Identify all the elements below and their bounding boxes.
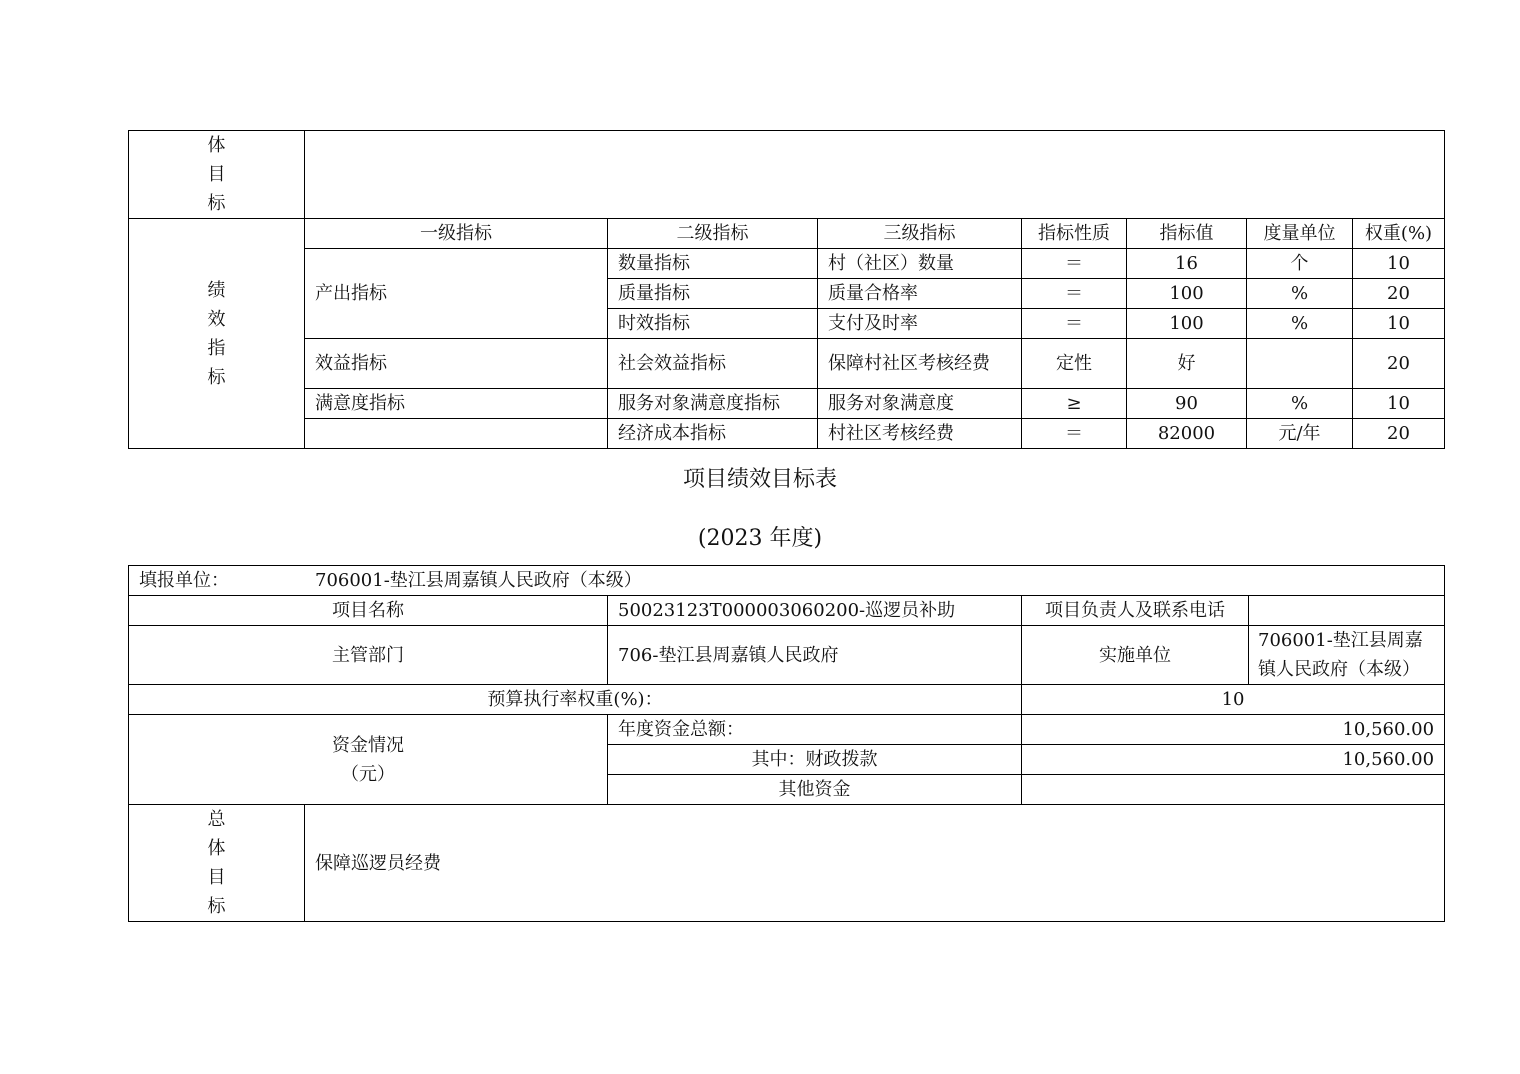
- table-row: 经济成本指标 村社区考核经费 ＝ 82000 元/年 20: [129, 419, 1445, 449]
- filler-unit-value: 706001-垫江县周嘉镇人民政府（本级）: [315, 570, 642, 591]
- budget-rate-label: 预算执行率权重(%)：: [129, 685, 1022, 715]
- impl-label: 实施单位: [1022, 626, 1249, 685]
- header-level1: 一级指标: [305, 219, 608, 249]
- project-name-value: 50023123T000003060200-巡逻员补助: [608, 596, 1022, 626]
- level1-cost: [305, 419, 608, 449]
- fiscal-value: 10,560.00: [1022, 745, 1445, 775]
- overall-goal-text-2: 保障巡逻员经费: [305, 805, 1445, 922]
- filler-unit: [129, 566, 1445, 596]
- dept-label: 主管部门: [129, 626, 608, 685]
- performance-indicator-label: 绩 效 指 标: [129, 219, 305, 449]
- table-row: 质量指标 质量合格率 ＝ 100 % 20: [129, 279, 1445, 309]
- filler-unit-label: 填报单位：: [139, 570, 229, 591]
- header-level3: 三级指标: [818, 219, 1022, 249]
- fiscal-label: 其中：财政拨款: [608, 745, 1022, 775]
- header-unit: 度量单位: [1247, 219, 1353, 249]
- other-funds-value: [1022, 775, 1445, 805]
- table-row: 满意度指标 服务对象满意度指标 服务对象满意度 ≥ 90 % 10: [129, 389, 1445, 419]
- overall-goal-label-2: 总 体 目 标: [129, 805, 305, 922]
- impl-value: 706001-垫江县周嘉 镇人民政府（本级）: [1249, 626, 1445, 685]
- table-row: 时效指标 支付及时率 ＝ 100 % 10: [129, 309, 1445, 339]
- project-name-label: 项目名称: [129, 596, 608, 626]
- table-row: 产出指标 数量指标 村（社区）数量 ＝ 16 个 10: [129, 249, 1445, 279]
- header-level2: 二级指标: [608, 219, 818, 249]
- dept-value: 706-垫江县周嘉镇人民政府: [608, 626, 1022, 685]
- budget-rate-value: 10: [1022, 685, 1445, 715]
- performance-table-main: [128, 565, 1445, 922]
- contact-label: 项目负责人及联系电话: [1022, 596, 1249, 626]
- overall-goal-label: 体 目 标: [129, 131, 305, 219]
- header-value: 指标值: [1127, 219, 1247, 249]
- other-funds-label: 其他资金: [608, 775, 1022, 805]
- annual-total-label: 年度资金总额：: [608, 715, 1022, 745]
- page-title: 项目绩效目标表: [682, 467, 837, 492]
- level1-output: 产出指标: [305, 249, 608, 339]
- header-weight: 权重(%): [1353, 219, 1445, 249]
- table-row: 效益指标 社会效益指标 保障村社区考核经费 定性 好 20: [129, 339, 1445, 389]
- contact-value: [1249, 596, 1445, 626]
- page-subtitle-year: (2023 年度): [697, 526, 823, 551]
- header-nature: 指标性质: [1022, 219, 1127, 249]
- overall-goal-text: [305, 131, 1445, 219]
- annual-total-value: 10,560.00: [1022, 715, 1445, 745]
- performance-table-top: [128, 130, 1445, 449]
- funds-label: 资金情况 （元）: [129, 715, 608, 805]
- level1-benefit: 效益指标: [305, 339, 608, 389]
- level1-satisfaction: 满意度指标: [305, 389, 608, 419]
